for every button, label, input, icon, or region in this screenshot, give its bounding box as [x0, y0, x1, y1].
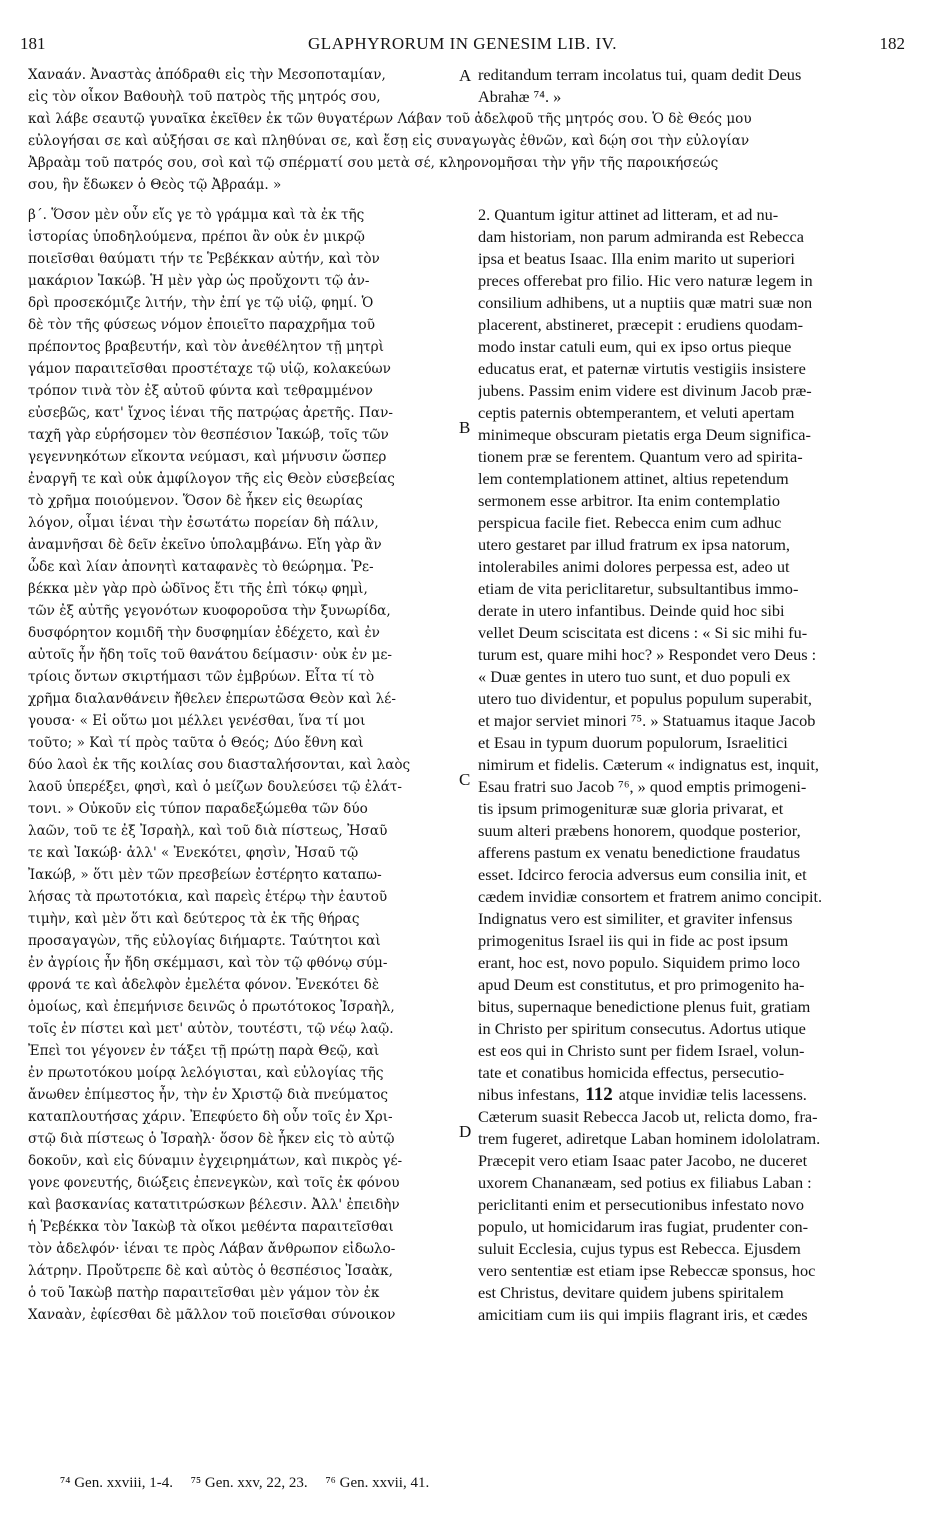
margin-mark-b: B	[459, 418, 471, 437]
greek-line: Χαναὰν, ἐφίεσθαι δὲ μᾶλλον τοῦ ποιεῖσθαι σύνοικον	[28, 1307, 396, 1323]
greek-line: ὁμοίως, καὶ ἐπεμήνισε δεινῶς ὁ πρωτότοκος Ἰσραὴλ,	[28, 999, 395, 1015]
latin-line: intolerabiles animi dolores perpessa est, adeo ut	[478, 557, 790, 576]
footnote-74: ⁷⁴ Gen. xxviii, 1-4.	[60, 1475, 173, 1491]
greek-line: γουσα· « Εἰ οὕτω μοι μέλλει γενέσθαι, ἵνα τί μοι	[28, 713, 366, 729]
latin-line: bitus, supernaque benedictione plenus fuit, gratiam	[478, 997, 811, 1016]
greek-line: τὸν ἀδελφόν· ἰέναι τε πρὸς Λάβαν ἄνθρωπον εἰδωλο-	[28, 1241, 396, 1257]
greek-line: λόγον, οἶμαι ἰέναι τὴν ἐσωτάτω πορείαν δὴ πάλιν,	[28, 515, 379, 531]
latin-line: vellet Deum sciscitata est dicens : « Si sic mihi fu-	[478, 623, 808, 642]
greek-line: ποιεῖσθαι θαύματι τήν τε Ῥεβέκκαν αὐτήν, καὶ τὸν	[28, 251, 380, 267]
latin-line: trem fugeret, adiretque Laban hominem idololatram.	[478, 1129, 821, 1148]
latin-line: utero gestaret par illud fratrum ex ipsa natorum,	[478, 535, 790, 554]
greek-line: ὁ τοῦ Ἰακὼβ πατὴρ παραιτεῖσθαι μὲν γάμον τὸν ἐκ	[28, 1285, 380, 1301]
greek-line: καταπλουτήσας χάριν. Ἐπεφύετο δὴ οὖν τοῖς ἐν Χρι-	[28, 1109, 393, 1125]
latin-top-line-1: reditandum terram incolatus tui, quam dedit Deus	[478, 65, 802, 84]
right-page-number: 182	[879, 34, 905, 53]
greek-line: γεγεννηκότων εἴκοντα νεύμασι, καὶ μήνυσιν ὥσπερ	[28, 449, 387, 465]
greek-top-line-1: Χαναάν. Ἀναστὰς ἀπόδραθι εἰς τὴν Μεσοποταμίαν,	[28, 67, 386, 83]
greek-line: ἐν ἀγρίοις ἦν ἤδη σκέμμασι, καὶ τὸν τῷ φθόνῳ σύμ-	[28, 955, 388, 971]
latin-line: suum alteri præbens honorem, quodque posterior,	[478, 821, 801, 840]
greek-line: τῶν ἐξ αὐτῆς γεγονότων κυοφοροῦσα τὴν ξυνωρίδα,	[28, 603, 391, 619]
greek-line: β΄. Ὅσον μὲν οὖν εἴς γε τὸ γράμμα καὶ τὰ ἐκ τῆς	[28, 207, 365, 223]
greek-line: ἐν πρωτοτόκου μοίρᾳ λελόγισται, καὶ εὐλογίας τῆς	[28, 1065, 384, 1081]
greek-line: τοῖς ἐν πίστει καὶ μετ' αὐτὸν, τουτέστι, τῷ νέῳ λαῷ.	[28, 1021, 394, 1037]
greek-line: γάμον παραιτεῖσθαι προστέταχε τῷ υἱῷ, κολακεύων	[28, 361, 391, 377]
latin-line: Præcepit vero etiam Isaac pater Jacobo, ne duceret	[478, 1151, 808, 1170]
latin-line-text: nibus infestans,	[478, 1085, 580, 1104]
latin-line: preces offerebat pro filio. Hic vero naturæ legem in	[478, 271, 813, 290]
latin-line: « Duæ gentes in utero tuo sunt, et duo populi ex	[478, 667, 791, 686]
latin-line: Indignatus vero est similiter, et graviter infensus	[478, 909, 793, 928]
latin-line: ipsa et beatus Isaac. Illa enim marito ut superiori	[478, 249, 795, 268]
latin-line: tionem præ se ferentem. Quantum vero ad spirita-	[478, 447, 803, 466]
latin-line: consilium adhibens, ut a nuptiis quæ matri suæ non	[478, 293, 813, 312]
latin-line: Esau fratri suo Jacob ⁷⁶, » quod emptis primogeni-	[478, 777, 807, 796]
greek-line: ἄνωθεν ἐπίμεστος ἦν, τὴν ἐν Χριστῷ διὰ πνεύματος	[28, 1087, 388, 1103]
greek-line: χρῆμα διαλανθάνειν ἤθελεν ἐπερωτῶσα Θεὸν καὶ λέ-	[28, 691, 396, 707]
latin-line: et Esau in typum duorum populorum, Israelitici	[478, 733, 788, 752]
latin-line: ceptis paternis obtemperantem, et veluti apertam	[478, 403, 795, 422]
footnote-75: ⁷⁵ Gen. xxv, 22, 23.	[190, 1475, 308, 1491]
latin-line	[478, 1084, 906, 1106]
greek-line: ἐναργῆ τε καὶ οὐκ ἀμφίλογον τῆς εἰς Θεὸν εὐσεβείας	[28, 471, 395, 487]
latin-line: est eos qui in Christo sunt per fidem Israel, volun-	[478, 1041, 805, 1060]
greek-line: ὧδε καὶ λίαν ἀπονητὶ καταφανὲς τὸ θεώρημα. Ῥε-	[28, 559, 374, 575]
greek-line: ἀναμνῆσαι δὲ δεῖν ἐκεῖνο ὑπολαμβάνω. Εἴη γὰρ ἂν	[28, 537, 382, 553]
latin-line-tail: atque invidiæ telis lacessens.	[618, 1085, 807, 1104]
greek-line: πρέποντος βραβευτήν, καὶ τὸν ἀνεθέλητον τῇ μητρὶ	[28, 339, 384, 355]
greek-line: εὐσεβῶς, κατ' ἴχνος ἰέναι τῆς πατρῴας ἀρετῆς. Παν-	[28, 405, 393, 421]
latin-line: amicitiam cum iis qui impiis flagrant iris, et cædes	[478, 1305, 808, 1324]
latin-line: vero sententiæ est etiam ipse Rebeccæ sponsus, hoc	[478, 1261, 816, 1280]
latin-line: tate et conatibus homicida effectus, persecutio-	[478, 1063, 785, 1082]
greek-line: Ἰακώβ, » ὅτι μὲν τῶν πρεσβείων ἐστέρητο καταπω-	[28, 867, 382, 883]
footnotes	[60, 1475, 443, 1492]
greek-line: βέκκα μὲν γὰρ πρὸ ὠδῖνος ἔτι τῆς ἐπὶ τόκῳ φημὶ,	[28, 581, 368, 597]
latin-line: apud Deum est constitutus, et pro primogenito ha-	[478, 975, 805, 994]
margin-mark-a: A	[459, 66, 472, 85]
latin-line: populo, ut homicidarum iras fugiat, prudenter con-	[478, 1217, 809, 1236]
latin-line: afferens pastum ex venatu benedictione fraudatus	[478, 843, 801, 862]
greek-line: ταχῆ γὰρ εὑρήσομεν τὸν θεσπέσιον Ἰακώβ, τοῖς τῶν	[28, 427, 389, 443]
latin-top-line-2: Abrahæ ⁷⁴. »	[478, 87, 562, 106]
latin-line: uxorem Chananæam, sed potius ex filiabus Laban :	[478, 1173, 812, 1192]
latin-line: sermonem esse arbitror. Ita enim contemplatio	[478, 491, 781, 510]
greek-line: προσαγαγὼν, τῆς εὐλογίας διήμαρτε. Ταύτητοι καὶ	[28, 933, 381, 949]
greek-line: τοῦτο; » Καὶ τί πρὸς ταῦτα ὁ Θεός; Δύο ἔθνη καὶ	[28, 735, 364, 751]
latin-line: suluit Ecclesia, cujus typus est Rebecca. Ejusdem	[478, 1239, 801, 1258]
greek-line: λήσας τὰ πρωτοτόκια, καὶ παρεὶς ἑτέρῳ τὴν ἑαυτοῦ	[28, 889, 388, 905]
latin-line: et major serviet minori ⁷⁵. » Statuamus itaque Jacob	[478, 711, 816, 730]
greek-line: μακάριον Ἰακώβ. Ἡ μὲν γὰρ ὡς προὔχοντι τῷ ἀν-	[28, 273, 370, 289]
greek-line: δυσφόρητον κομιδῆ τὴν δυσφημίαν ἐδέχετο, καὶ ἐν	[28, 625, 380, 641]
latin-line: tis ipsum primogenituræ suæ gloria privarat, et	[478, 799, 784, 818]
greek-line: καὶ βασκανίας κατατιτρώσκων βέλεσιν. Ἀλλ' ἐπειδὴν	[28, 1197, 400, 1213]
greek-line: λαῶν, τοῦ τε ἐξ Ἰσραὴλ, καὶ τοῦ διὰ πίστεως, Ἠσαῦ	[28, 823, 388, 839]
latin-line: derate in utero infantibus. Deinde quid hoc sibi	[478, 601, 785, 620]
latin-line: perspicua facile fiet. Rebecca enim cum adhuc	[478, 513, 782, 532]
greek-top-line-2: εἰς τὸν οἶκον Βαθουὴλ τοῦ πατρὸς τῆς μητρός σου,	[28, 89, 381, 105]
latin-line: esset. Idcirco ferocia adversus eum consilia init, et	[478, 865, 807, 884]
original-page-number: 112	[585, 1084, 613, 1105]
greek-line: δὲ τὸν τῆς φύσεως νόμον ἐποιεῖτο παραχρῆμα τοῦ	[28, 317, 375, 333]
greek-full-line-3: Ἀβραὰμ τοῦ πατρός σου, σοὶ καὶ τῷ σπέρματί σου μετὰ σέ, κληρονομῆσαι τὴν γῆν τῆς παροικήσεώς	[28, 155, 719, 171]
greek-line: τὸ χρῆμα ποιούμενον. Ὅσον δὲ ἧκεν εἰς θεωρίας	[28, 493, 363, 509]
latin-line: jubens. Passim enim videre est divinum Jacob præ-	[478, 381, 812, 400]
latin-line: primogenitus Israel iis qui in fide ac post ipsum	[478, 931, 789, 950]
greek-line: τρίοις ὄντων σκιρτήμασι τῶν ἐμβρύων. Εἶτα τί τὸ	[28, 669, 375, 685]
greek-line: τιμὴν, καὶ μὲν ὅτι καὶ δεύτερος τὰ ἐκ τῆς θήρας	[28, 911, 360, 927]
latin-line: turum est, quare mihi hoc? » Respondet vero Deus :	[478, 645, 817, 664]
latin-line: Cæterum suasit Rebecca Jacob ut, relicta domo, fra-	[478, 1107, 818, 1126]
latin-line: educatus erat, et paternæ virtutis vestigiis insistere	[478, 359, 806, 378]
greek-line: τρόπον τινὰ τὸν ἐξ αὐτοῦ φύντα καὶ τεθραμμένον	[28, 383, 373, 399]
running-title: GLAPHYRORUM IN GENESIM LIB. IV.	[308, 34, 617, 53]
latin-line: nimirum et fidelis. Cæterum « indignatus est, inquit,	[478, 755, 819, 774]
greek-full-line-4: σου, ἣν ἔδωκεν ὁ Θεὸς τῷ Ἀβραάμ. »	[28, 177, 282, 193]
latin-line: est Christus, devitare quidem jubens spiritalem	[478, 1283, 784, 1302]
greek-line: αὐτοῖς ἦν ἤδη τοῖς τοῦ θανάτου δείμασιν· οὐκ ἐν με-	[28, 647, 392, 663]
margin-mark-c: C	[459, 770, 471, 789]
latin-line: utero tuo dividentur, et populus populum superabit,	[478, 689, 812, 708]
greek-line: δοκοῦν, καὶ εἰς δύναμιν ἐγχειρημάτων, καὶ πικρὸς γέ-	[28, 1153, 403, 1169]
greek-line: δύο λαοὶ ἐκ τῆς κοιλίας σου διασταλήσονται, καὶ λαὸς	[28, 757, 411, 773]
left-page-number: 181	[20, 34, 46, 53]
running-header	[20, 34, 905, 58]
greek-line: τε καὶ Ἰακώβ· ἀλλ' « Ἐνεκότει, φησὶν, Ἠσαῦ τῷ	[28, 845, 359, 861]
latin-line: 2. Quantum igitur attinet ad litteram, et ad nu-	[478, 205, 779, 224]
latin-line: erant, hoc est, novo populo. Siquidem primo loco	[478, 953, 800, 972]
greek-line: ἡ Ῥεβέκκα τὸν Ἰακὼβ τὰ οἴκοι μεθέντα παραιτεῖσθαι	[28, 1219, 394, 1235]
latin-line: dam historiam, non parum admiranda est Rebecca	[478, 227, 804, 246]
greek-line: στῷ διὰ πίστεως ὁ Ἰσραὴλ· ὅσον δὲ ἧκεν εἰς τὸ αὐτῷ	[28, 1131, 395, 1147]
latin-line: minimeque obscuram pietatis erga Deum significa-	[478, 425, 811, 444]
latin-line: periclitanti enim et persecutionibus infestato novo	[478, 1195, 804, 1214]
greek-line: γονε φονευτής, διώξεις ἐπενεγκὼν, καὶ τοῖς ἐκ φόνου	[28, 1175, 400, 1191]
greek-line: λαοῦ ὑπερέξει, φησὶ, καὶ ὁ μείζων δουλεύσει τῷ ἐλάτ-	[28, 779, 402, 795]
greek-line: φρονά τε καὶ ἀδελφὸν ἐμελέτα φόνον. Ἐνεκότει δὲ	[28, 977, 380, 993]
greek-line: ἱστορίας ὑποδηλούμενα, πρέποι ἂν οὐκ ἐν μικρῷ	[28, 229, 365, 245]
latin-line: cædem invidiæ consortem et fratrem animo concipit.	[478, 887, 823, 906]
greek-line: λάτρην. Προὔτρεπε δὲ καὶ αὐτὸς ὁ θεσπέσιος Ἰσαὰκ,	[28, 1263, 393, 1279]
greek-line: Ἐπεὶ τοι γέγονεν ἐν τάξει τῇ πρώτῃ παρὰ Θεῷ, καὶ	[28, 1043, 380, 1059]
latin-line: in Christo per spiritum consecutus. Adortus utique	[478, 1019, 806, 1038]
latin-line: modo instar catuli eum, qui ex ipso ortus pieque	[478, 337, 792, 356]
margin-mark-d: D	[459, 1122, 472, 1141]
footnote-76: ⁷⁶ Gen. xxvii, 41.	[325, 1475, 430, 1491]
latin-line: lem contemplationem attinet, altius repetendum	[478, 469, 789, 488]
latin-line: etiam de vita periclitaretur, subsultantibus immo-	[478, 579, 799, 598]
latin-line: placerent, abstineret, præcepit : erudiens quodam-	[478, 315, 804, 334]
greek-line: τονι. » Οὐκοῦν εἰς τύπον παραδεξώμεθα τῶν δύο	[28, 801, 368, 817]
greek-line: δρὶ προσεκόμιζε λιτήν, τὴν ἐπί γε τῷ υἱῷ, φημί. Ὁ	[28, 295, 374, 311]
greek-full-line-1: καὶ λάβε σεαυτῷ γυναῖκα ἐκεῖθεν ἐκ τῶν θυγατέρων Λάβαν τοῦ ἀδελφοῦ τῆς μητρός σου. Ὁ δὲ Θεός μου	[28, 111, 752, 127]
greek-full-line-2: εὐλογήσαι σε καὶ αὐξήσαι σε καὶ πληθύναι σε, καὶ ἔσῃ εἰς συναγωγὰς ἐθνῶν, καὶ δῴη σοι τὴν εὐλογίαν	[28, 133, 750, 149]
